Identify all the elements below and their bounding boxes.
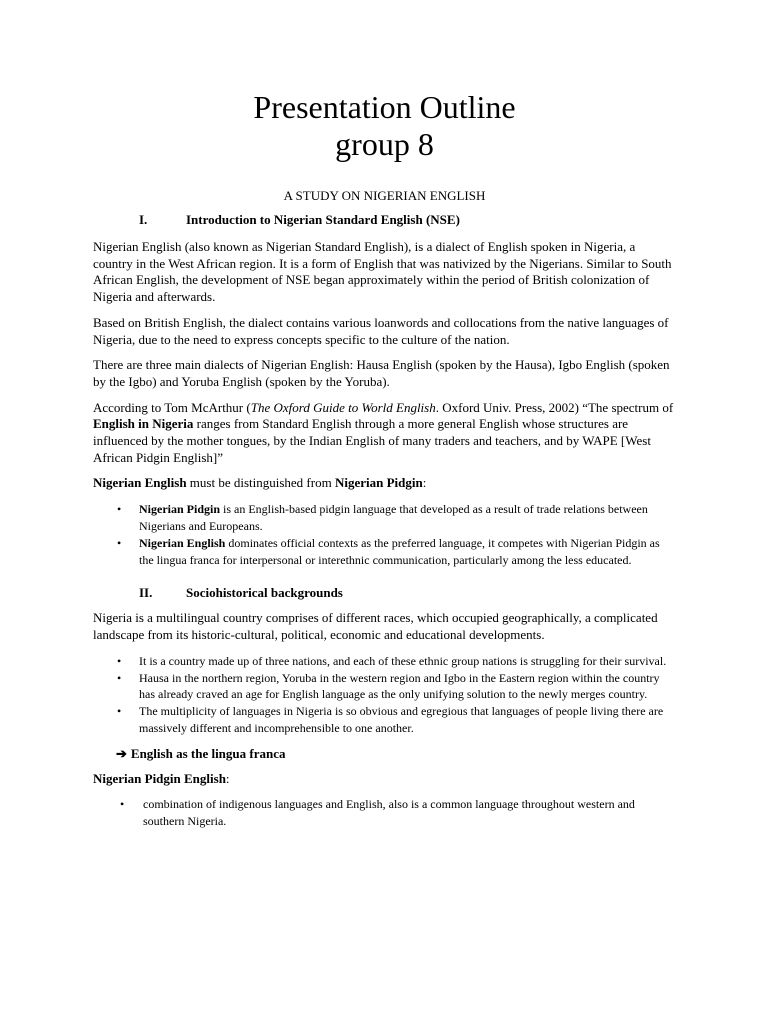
bullet-icon: • xyxy=(117,670,122,685)
paragraph-7-end: : xyxy=(225,770,230,786)
bullet-icon: • xyxy=(117,653,122,668)
list-item xyxy=(93,653,676,670)
paragraph-5 xyxy=(93,475,676,492)
bullet-icon: • xyxy=(117,535,122,550)
list-item xyxy=(93,796,676,830)
right-arrow-icon: ➔ xyxy=(116,745,127,761)
paragraph-4-bold: English in Nigeria xyxy=(93,416,194,432)
lingua-franca-label: English as the lingua franca xyxy=(130,745,286,761)
list-item-bold: Nigerian Pidgin xyxy=(139,502,221,517)
paragraph-4-part2: . Oxford Univ. Press, 2002) “The spectrum of xyxy=(435,399,674,415)
list-item xyxy=(93,670,676,704)
paragraph-4 xyxy=(93,400,676,467)
paragraph-5-bold-2: Nigerian Pidgin xyxy=(334,475,423,491)
list-item-text: Hausa in the northern region, Yoruba in the western region and Igbo in the Eastern region within the country has already craved an age for English language as the only unifying solution to the newly merges country. xyxy=(139,670,660,702)
paragraph-5-end: : xyxy=(422,475,427,491)
document-subtitle: A STUDY ON NIGERIAN ENGLISH xyxy=(283,188,486,203)
list-item xyxy=(93,501,676,535)
paragraph-2: Based on British English, the dialect contains various loanwords and collocations from the native languages of Nigeria, due to the need to express concepts specific to the culture of the nation. xyxy=(93,314,669,347)
bullet-list-3 xyxy=(93,796,676,830)
section-title-2: Sociohistorical backgrounds xyxy=(186,585,343,601)
section-number-2: II. xyxy=(139,585,153,601)
paragraph-4-part1: According to Tom McArthur ( xyxy=(93,399,251,415)
paragraph-1: Nigerian English (also known as Nigerian Standard English), is a dialect of English spoken in Nigeria, a country in the West African region. It is a form of English that was nativized by the Nigerians. Similar to South African English, the development of NSE began approximately within the period of British colonization of Nigeria and afterwards. xyxy=(93,239,672,305)
section-heading-1 xyxy=(93,212,676,228)
section-number-1: I. xyxy=(139,212,148,227)
bullet-icon: • xyxy=(120,797,125,812)
document-title xyxy=(93,0,676,163)
paragraph-6: Nigeria is a multilingual country comprises of different races, which occupied geographically, a complicated landscape from its historic-cultural, political, economic and educational developments. xyxy=(93,610,658,643)
bullet-icon: • xyxy=(117,704,122,719)
list-item-text: dominates official contexts as the preferred language, it competes with Nigerian Pidgin as the lingua franca for interpersonal or interethnic communication, particularly among the less educated. xyxy=(139,535,660,567)
paragraph-4-part3: ranges from Standard English through a more general English whose structures are influenced by the mother tongues, by the Indian English of many traders and teachers, and by WAPE [West African Pidgin English]” xyxy=(93,416,651,465)
title-line-2: group 8 xyxy=(335,126,434,162)
bullet-list-2 xyxy=(93,653,676,737)
paragraph-7 xyxy=(93,771,676,788)
paragraph-5-bold-1: Nigerian English xyxy=(93,475,187,491)
list-item xyxy=(93,535,676,569)
list-item-bold: Nigerian English xyxy=(139,535,226,550)
paragraph-5-mid: must be distinguished from xyxy=(186,475,335,491)
section-title-1: Introduction to Nigerian Standard English (NSE) xyxy=(186,212,460,227)
lingua-franca-heading xyxy=(93,746,676,762)
book-title: The Oxford Guide to World English xyxy=(250,399,436,415)
section-heading-2 xyxy=(93,585,676,601)
list-item xyxy=(93,703,676,737)
bullet-list-1 xyxy=(93,501,676,568)
paragraph-7-bold: Nigerian Pidgin English xyxy=(93,770,226,786)
title-line-1: Presentation Outline xyxy=(253,89,516,125)
bullet-icon: • xyxy=(117,502,122,517)
list-item-text: It is a country made up of three nations, and each of these ethnic group nations is struggling for their survival. xyxy=(139,653,667,668)
list-item-text: combination of indigenous languages and English, also is a common language throughout western and southern Nigeria. xyxy=(143,797,635,829)
list-item-text: is an English-based pidgin language that developed as a result of trade relations between Nigerians and Europeans. xyxy=(139,502,648,533)
paragraph-3: There are three main dialects of Nigerian English: Hausa English (spoken by the Hausa), Igbo English (spoken by the Igbo) and Yoruba English (spoken by the Yoruba). xyxy=(93,357,670,389)
list-item-text: The multiplicity of languages in Nigeria is so obvious and egregious that languages of people living there are massively different and incomprehensible to one another. xyxy=(139,704,664,735)
